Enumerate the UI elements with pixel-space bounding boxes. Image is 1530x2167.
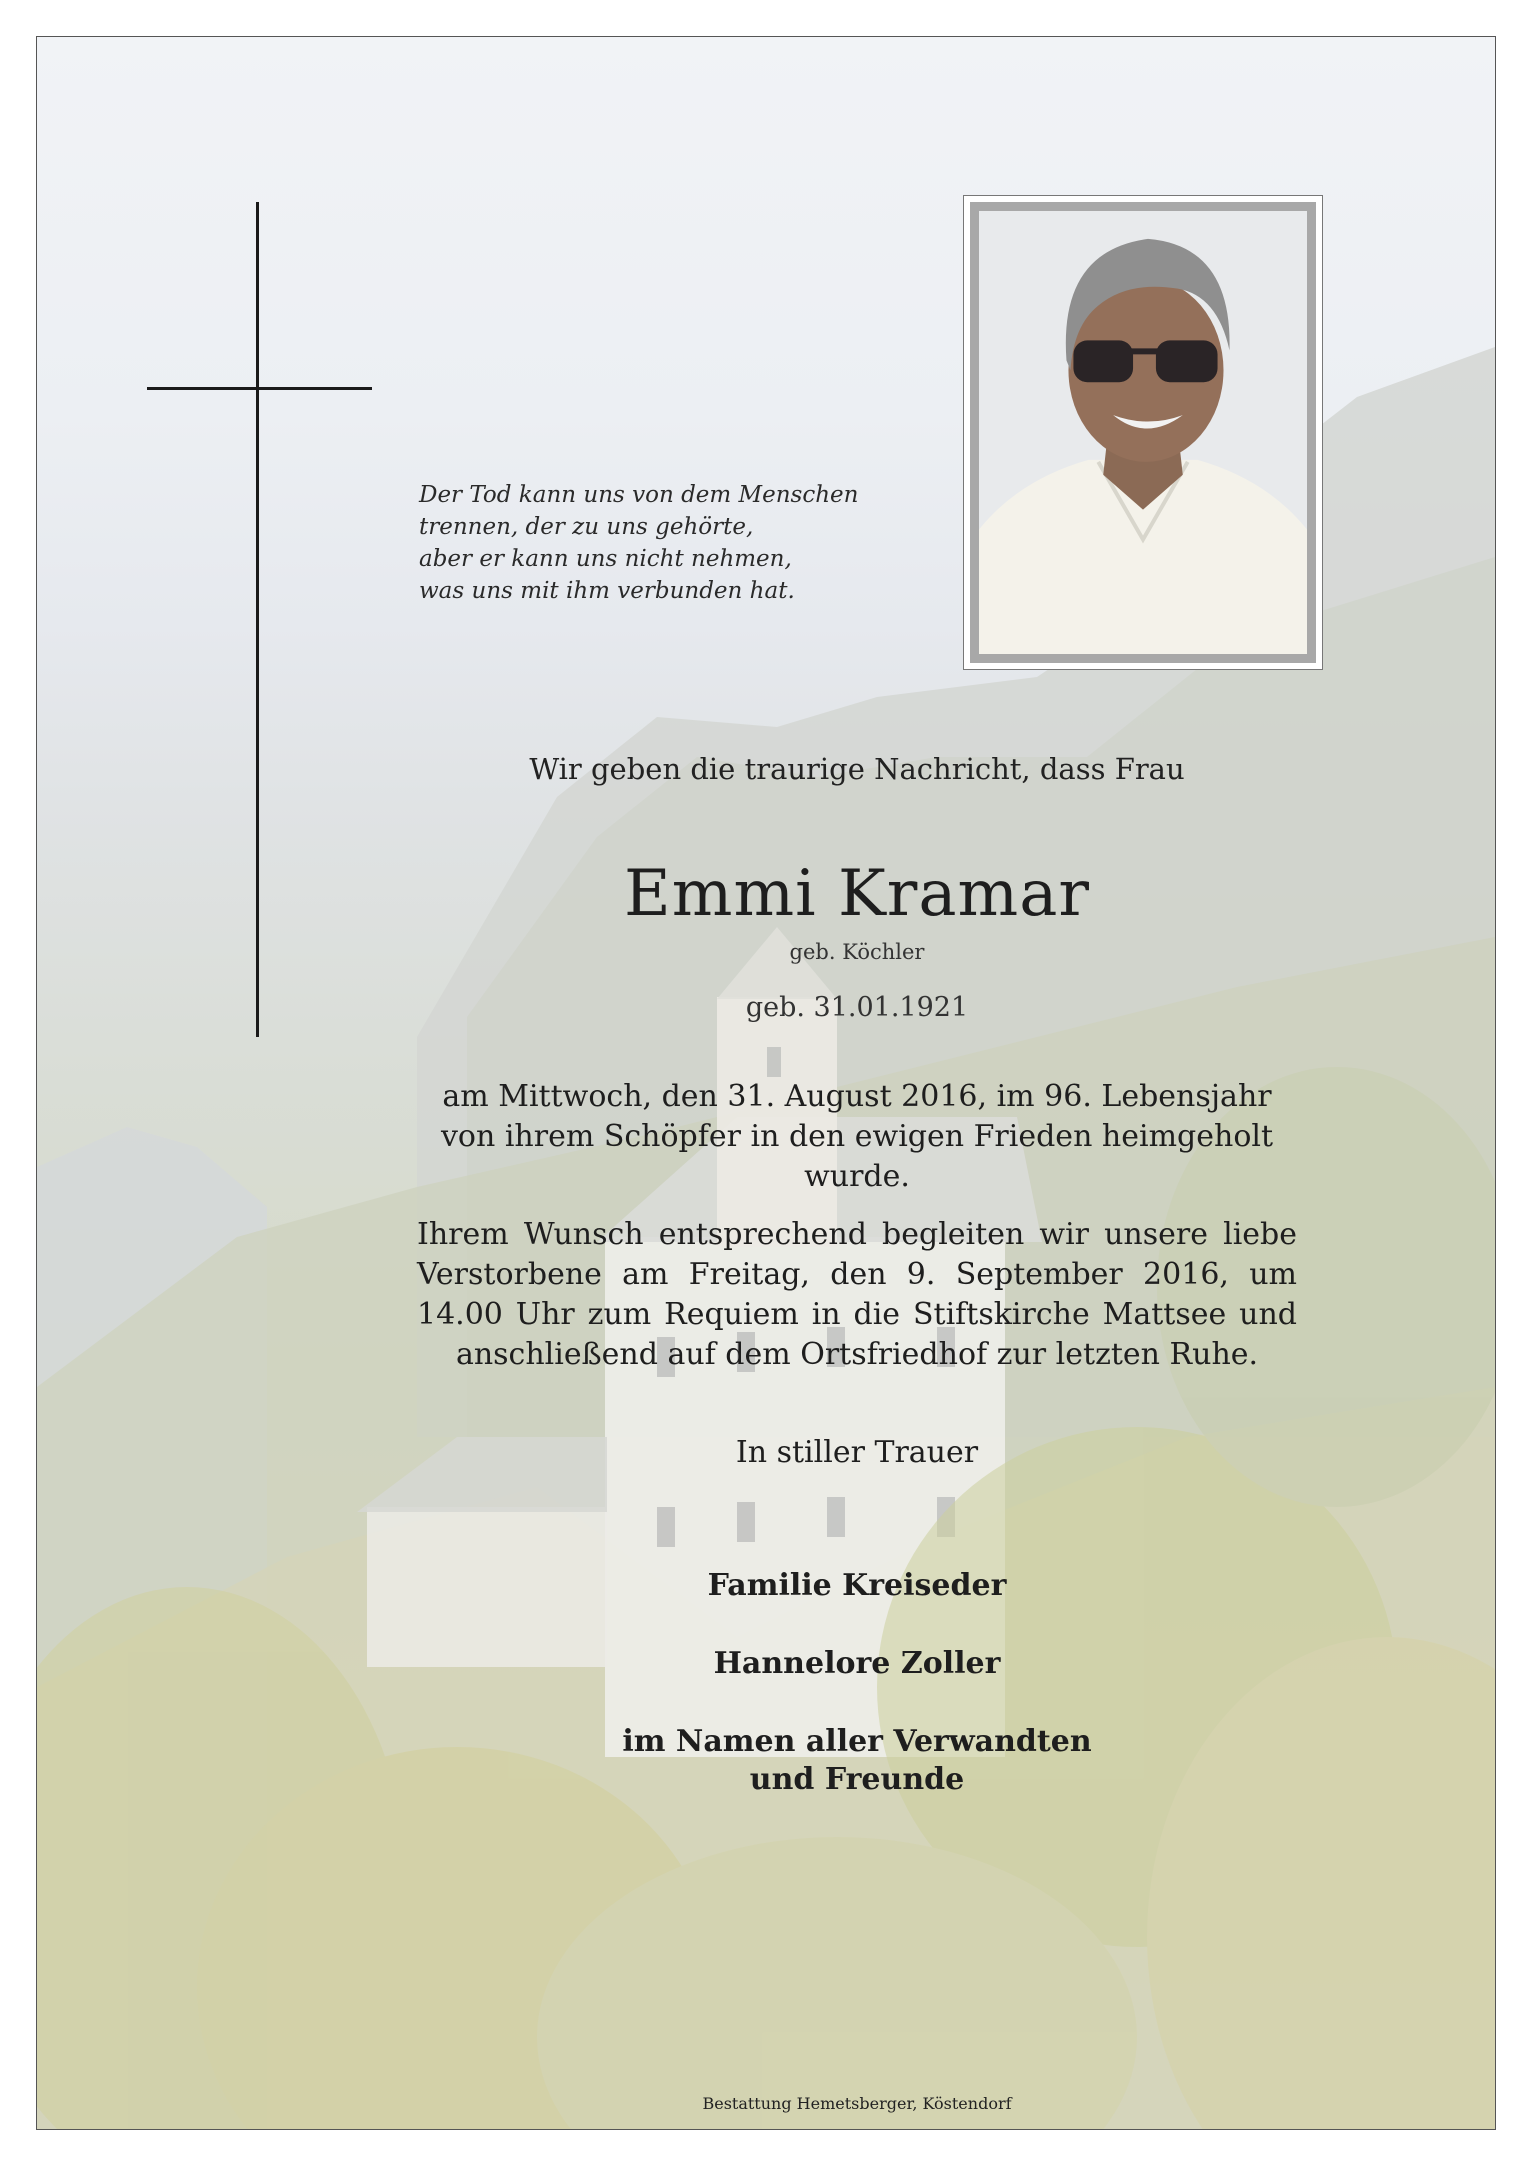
funeral-paragraph: Ihrem Wunsch entsprechend begleiten wir unsere liebe Verstorbene am Freitag, den 9. September 2016, um 14.00 Uhr zum Requiem in die Stiftskirche Mattsee und anschließend auf dem Ortsfriedhof zur letzten Ruhe. xyxy=(417,1217,1297,1372)
quote-line: was uns mit ihm verbunden hat. xyxy=(419,578,795,604)
maiden-name: geb. Köchler xyxy=(789,940,925,964)
mourning-line: In stiller Trauer xyxy=(735,1435,979,1470)
cross-vertical-bar xyxy=(256,202,259,1037)
funeral-home-credit: Bestattung Hemetsberger, Köstendorf xyxy=(702,2094,1012,2113)
deceased-name: Emmi Kramar xyxy=(624,857,1090,931)
memorial-quote xyxy=(419,479,858,607)
portrait-frame xyxy=(963,195,1323,670)
portrait-illustration xyxy=(979,211,1307,654)
signatory-family: Familie Kreiseder xyxy=(707,1568,1007,1603)
quote-line: trennen, der zu uns gehörte, xyxy=(419,514,754,540)
cross-horizontal-bar xyxy=(147,387,372,390)
birth-date: geb. 31.01.1921 xyxy=(745,992,969,1023)
portrait-mat xyxy=(970,202,1316,663)
signatory-person: Hannelore Zoller xyxy=(713,1646,1001,1681)
announcement-intro: Wir geben die traurige Nachricht, dass Frau xyxy=(529,752,1185,786)
signatory-relatives: im Namen aller Verwandten und Freunde xyxy=(622,1724,1092,1797)
death-paragraph: am Mittwoch, den 31. August 2016, im 96. Lebensjahr von ihrem Schöpfer in den ewigen Frieden heimgeholt wurde. xyxy=(440,1079,1274,1194)
portrait-photo xyxy=(979,211,1307,654)
obituary-card xyxy=(36,36,1496,2130)
quote-line: Der Tod kann uns von dem Menschen xyxy=(419,482,859,508)
quote-line: aber er kann uns nicht nehmen, xyxy=(419,546,792,572)
